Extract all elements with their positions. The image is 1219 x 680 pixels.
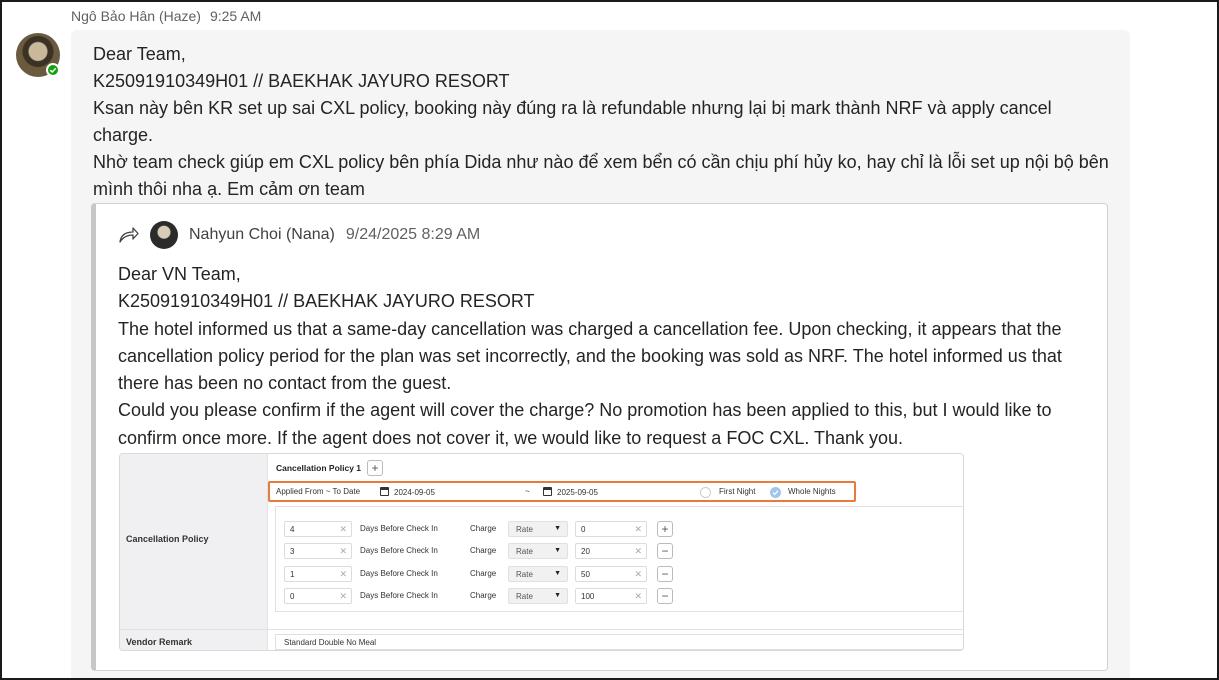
clear-icon: ✕ <box>634 524 642 534</box>
charge-value: 20 <box>581 547 590 556</box>
caret-down-icon: ▼ <box>554 570 561 577</box>
vendor-remark-label: Vendor Remark <box>126 637 193 647</box>
charge-value-input <box>575 588 647 604</box>
remove-rule-button: − <box>657 543 673 559</box>
caret-down-icon: ▼ <box>554 592 561 599</box>
days-value: 4 <box>290 525 295 534</box>
divider <box>120 629 964 630</box>
presence-available-icon <box>46 63 60 77</box>
clear-icon: ✕ <box>339 546 347 556</box>
days-input <box>284 588 352 604</box>
clear-icon: ✕ <box>339 569 347 579</box>
first-night-radio <box>700 487 711 498</box>
caret-down-icon: ▼ <box>554 525 561 532</box>
days-label: Days Before Check In <box>360 569 438 578</box>
from-date-value: 2024-09-05 <box>394 488 435 497</box>
forwarded-line: K25091910349H01 // BAEKHAK JAYURO RESORT <box>118 291 535 312</box>
clear-icon: ✕ <box>634 591 642 601</box>
policy-rule-row <box>276 566 964 584</box>
clear-icon: ✕ <box>339 591 347 601</box>
whole-nights-label: Whole Nights <box>788 487 836 496</box>
caret-down-icon: ▼ <box>554 547 561 554</box>
days-input <box>284 543 352 559</box>
message-meta <box>71 8 261 24</box>
to-date <box>543 487 598 497</box>
check-icon <box>770 487 781 498</box>
charge-type-value: Rate <box>516 525 533 534</box>
policy-screenshot[interactable] <box>119 453 964 651</box>
calendar-icon <box>380 487 389 496</box>
charge-value: 100 <box>581 592 595 601</box>
calendar-icon <box>543 487 552 496</box>
whole-nights-radio <box>770 487 781 498</box>
charge-type-select <box>508 543 568 559</box>
clear-icon: ✕ <box>634 569 642 579</box>
charge-type-value: Rate <box>516 547 533 556</box>
sender-name[interactable]: Ngô Bảo Hân (Haze) <box>71 8 201 24</box>
first-night-label: First Night <box>719 487 756 496</box>
days-label: Days Before Check In <box>360 524 438 533</box>
forwarded-header <box>118 220 480 250</box>
days-value: 0 <box>290 592 295 601</box>
clear-icon: ✕ <box>339 524 347 534</box>
message-line: Nhờ team check giúp em CXL policy bên phía Dida như nào để xem bển có cần chịu phí hủy ko, hay chỉ là lỗi set up nội bộ bên mình thôi nha ạ. Em cảm ơn team <box>93 152 1109 199</box>
days-value: 1 <box>290 570 295 579</box>
message-time: 9:25 AM <box>209 8 262 24</box>
days-input <box>284 566 352 582</box>
charge-value-input <box>575 543 647 559</box>
applied-label: Applied From ~ To Date <box>276 487 361 496</box>
charge-label: Charge <box>470 546 497 555</box>
forwarded-message[interactable] <box>91 203 1108 671</box>
vendor-remark-value: Standard Double No Meal <box>275 634 964 650</box>
policy-rule-row <box>276 521 964 539</box>
forwarded-body <box>118 261 1103 452</box>
days-label: Days Before Check In <box>360 546 438 555</box>
charge-value: 0 <box>581 525 586 534</box>
label-column <box>120 454 268 651</box>
charge-value-input <box>575 566 647 582</box>
to-date-value: 2025-09-05 <box>557 488 598 497</box>
cancellation-policy-label: Cancellation Policy <box>126 534 209 544</box>
charge-value: 50 <box>581 570 590 579</box>
forwarded-avatar[interactable] <box>150 221 178 249</box>
charge-label: Charge <box>470 591 497 600</box>
applied-date-range <box>268 481 856 502</box>
date-separator: ~ <box>525 487 530 496</box>
charge-value-input <box>575 521 647 537</box>
policy-rules <box>275 506 964 612</box>
charge-type-value: Rate <box>516 592 533 601</box>
from-date <box>380 487 435 497</box>
policy-rule-row <box>276 543 964 561</box>
forwarded-author[interactable]: Nahyun Choi (Nana) <box>189 226 335 243</box>
clear-icon: ✕ <box>634 546 642 556</box>
policy-title: Cancellation Policy 1 <box>276 463 362 473</box>
add-rule-button: + <box>657 521 673 537</box>
days-label: Days Before Check In <box>360 591 438 600</box>
forwarded-time: 9/24/2025 8:29 AM <box>345 226 481 243</box>
forward-icon <box>118 226 140 244</box>
charge-type-select <box>508 521 568 537</box>
charge-type-value: Rate <box>516 570 533 579</box>
forwarded-line: Dear VN Team, <box>118 264 241 284</box>
remove-rule-button: − <box>657 588 673 604</box>
message-body <box>93 41 1113 203</box>
forwarded-line: Could you please confirm if the agent will cover the charge? No promotion has been applied to this, but I would like to confirm once more. If the agent does not cover it, we would like to request a FOC CXL. Thank you. <box>118 400 1052 448</box>
days-input <box>284 521 352 537</box>
charge-label: Charge <box>470 524 497 533</box>
policy-rule-row <box>276 588 964 606</box>
message-line: K25091910349H01 // BAEKHAK JAYURO RESORT <box>93 71 510 91</box>
charge-type-select <box>508 566 568 582</box>
charge-label: Charge <box>470 569 497 578</box>
message-line: Ksan này bên KR set up sai CXL policy, booking này đúng ra là refundable nhưng lại bị mark thành NRF và apply cancel charge. <box>93 98 1052 145</box>
days-value: 3 <box>290 547 295 556</box>
add-policy-button: + <box>367 460 383 476</box>
message-line: Dear Team, <box>93 44 186 64</box>
charge-type-select <box>508 588 568 604</box>
remove-rule-button: − <box>657 566 673 582</box>
forwarded-line: The hotel informed us that a same-day cancellation was charged a cancellation fee. Upon checking, it appears that the cancellation policy period for the plan was set incorrectly, and the booking was sold as NRF. The hotel informed us that there has been no contact from the guest. <box>118 318 1062 394</box>
